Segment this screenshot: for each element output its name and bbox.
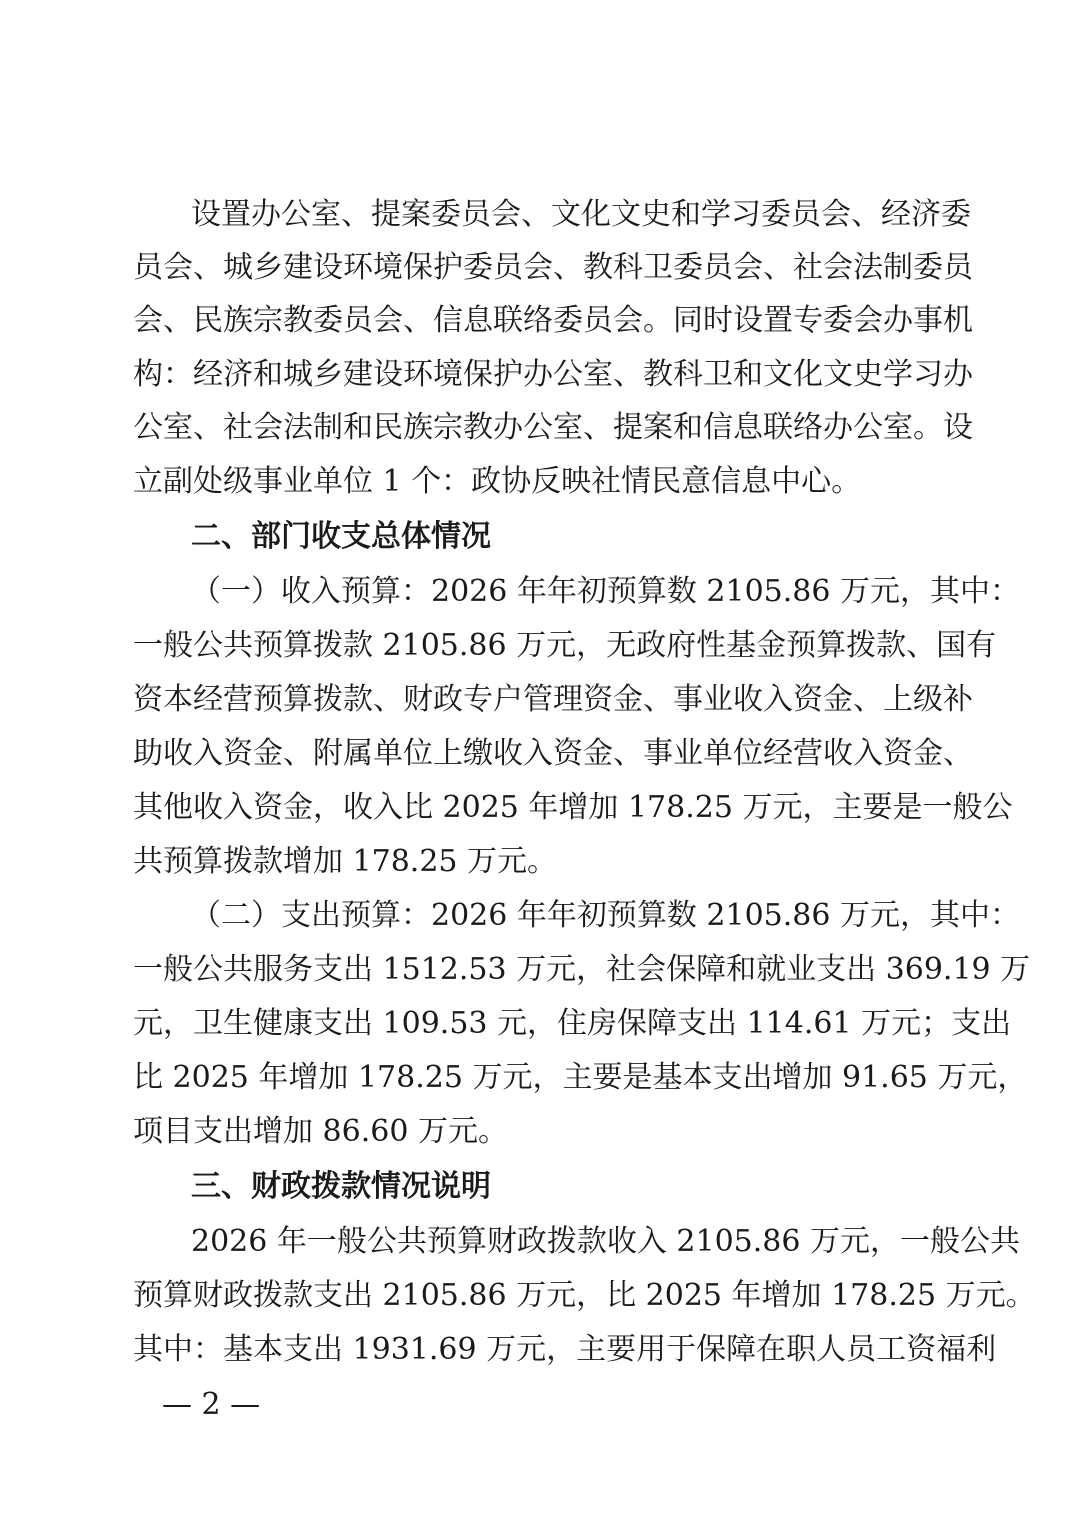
paragraph-2-line-3: 资本经营预算拨款、财政专户管理资金、事业收入资金、上级补	[133, 682, 973, 717]
paragraph-2-line-4: 助收入资金、附属单位上缴收入资金、事业单位经营收入资金、	[133, 736, 973, 771]
paragraph-1-line-6: 立副处级事业单位 1 个：政协反映社情民意信息中心。	[133, 464, 862, 499]
section-heading-3: 三、财政拨款情况说明	[191, 1169, 491, 1204]
paragraph-3-line-5: 项目支出增加 86.60 万元。	[133, 1114, 508, 1149]
paragraph-1-line-1: 设置办公室、提案委员会、文化文史和学习委员会、经济委	[191, 197, 971, 232]
paragraph-2-line-6: 共预算拨款增加 178.25 万元。	[133, 844, 558, 879]
paragraph-3-line-1: （二）支出预算：2026 年年初预算数 2105.86 万元，其中：	[191, 898, 1021, 933]
paragraph-4-line-1: 2026 年一般公共预算财政拨款收入 2105.86 万元，一般公共	[191, 1224, 1021, 1259]
section-heading-2: 二、部门收支总体情况	[191, 519, 491, 554]
paragraph-2-line-5: 其他收入资金，收入比 2025 年增加 178.25 万元，主要是一般公	[133, 790, 1013, 825]
paragraph-1-line-2: 员会、城乡建设环境保护委员会、教科卫委员会、社会法制委员	[133, 250, 973, 285]
paragraph-3-line-3: 元，卫生健康支出 109.53 元，住房保障支出 114.61 万元；支出	[133, 1006, 1012, 1041]
paragraph-3-line-4: 比 2025 年增加 178.25 万元，主要是基本支出增加 91.65 万元，	[133, 1060, 1028, 1095]
paragraph-2-line-2: 一般公共预算拨款 2105.86 万元，无政府性基金预算拨款、国有	[133, 628, 997, 663]
paragraph-1-line-4: 构：经济和城乡建设环境保护办公室、教科卫和文化文史学习办	[133, 357, 973, 392]
paragraph-2-line-1: （一）收入预算：2026 年年初预算数 2105.86 万元，其中：	[191, 574, 1021, 609]
paragraph-1-line-3: 会、民族宗教委员会、信息联络委员会。同时设置专委会办事机	[133, 303, 973, 338]
paragraph-3-line-2: 一般公共服务支出 1512.53 万元，社会保障和就业支出 369.19 万	[133, 952, 1031, 987]
paragraph-4-line-2: 预算财政拨款支出 2105.86 万元，比 2025 年增加 178.25 万元。	[133, 1278, 1036, 1313]
page-number: — 2 —	[162, 1387, 261, 1422]
paragraph-1-line-5: 公室、社会法制和民族宗教办公室、提案和信息联络办公室。设	[133, 410, 973, 445]
paragraph-4-line-3: 其中：基本支出 1931.69 万元，主要用于保障在职人员工资福利	[133, 1332, 997, 1367]
